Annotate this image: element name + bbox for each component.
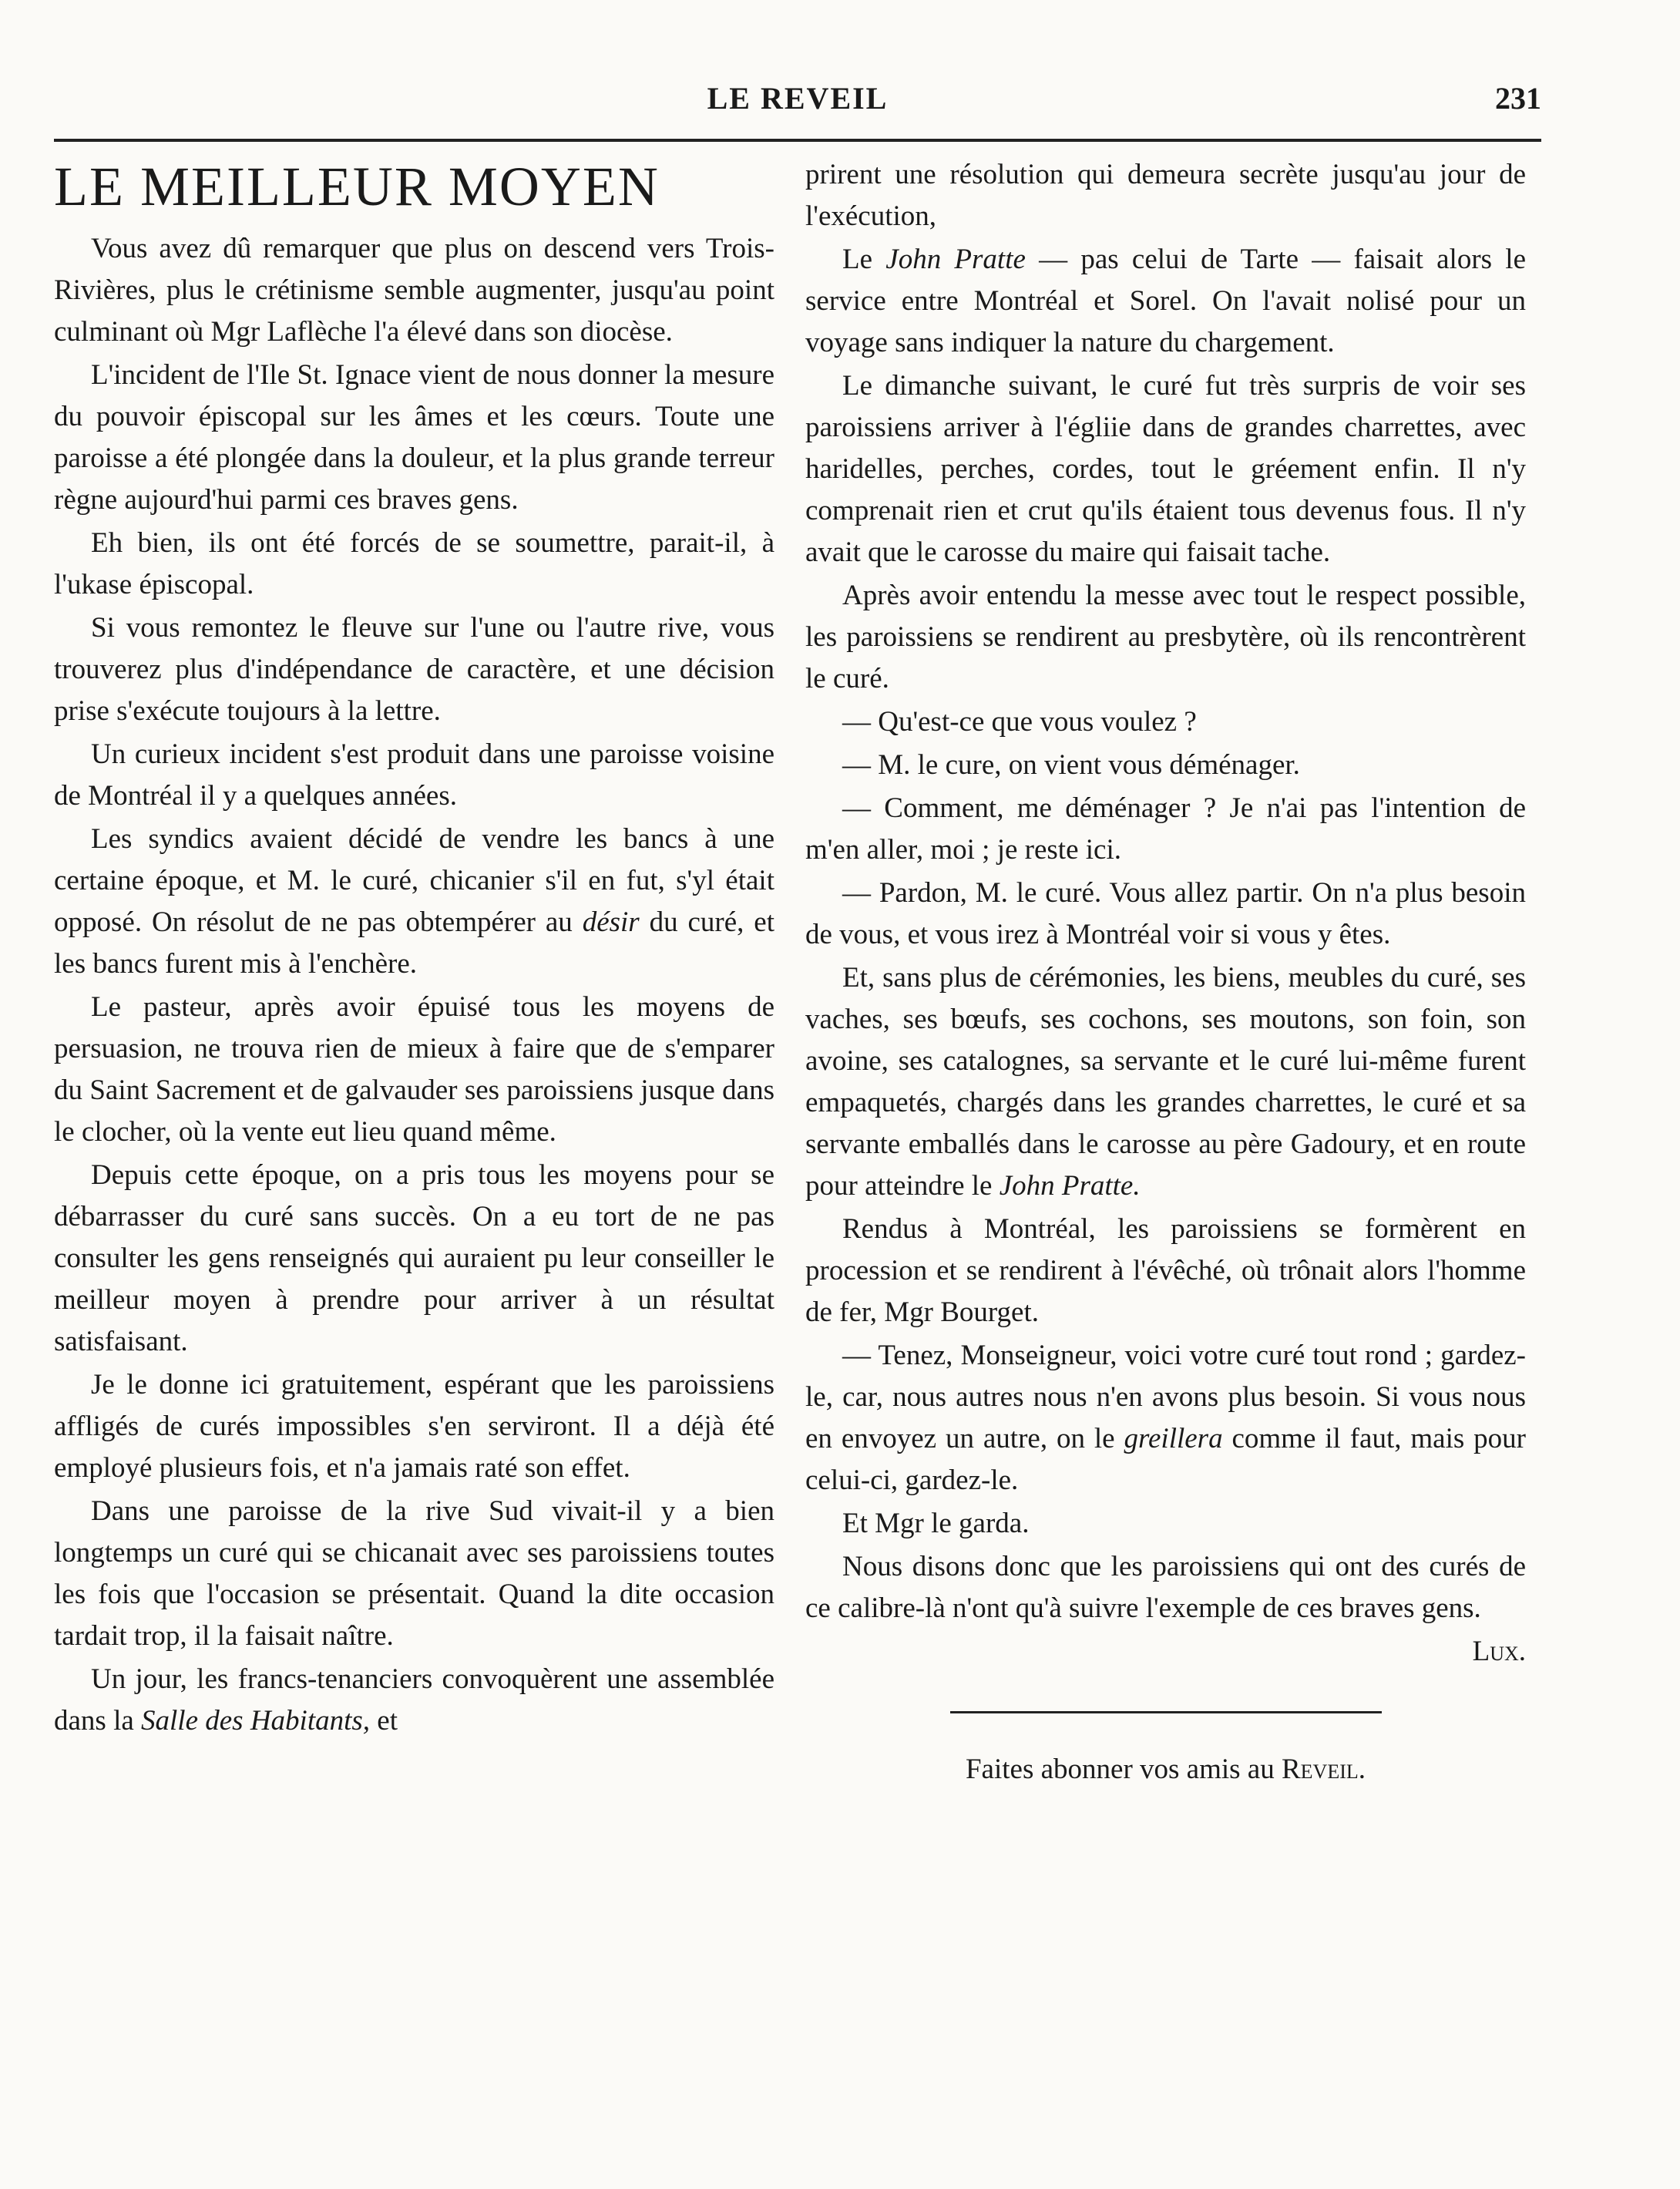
paragraph-text: — Tenez, Monseigneur, voici votre curé tout rond ; gardez-le, car, nous autres nous n'en avons plus besoin. Si vous nous en envoyez un autre, on le [805, 1340, 1526, 1454]
paragraph: Dans une paroisse de la rive Sud vivait-il y a bien longtemps un curé qui se chicanait avec ses paroissiens toutes les fois que l'occasion se présentait. Quand la dite occasion tardait trop, il la faisait naître. [54, 1495, 774, 1652]
paragraph: Si vous remontez le fleuve sur l'une ou l'autre rive, vous trouverez plus d'indépendance de caractère, et une décision prise s'exécute toujours à la lettre. [54, 612, 774, 727]
paragraph [54, 819, 774, 985]
paragraph-text: Les syndics avaient décidé de vendre les bancs à une certaine époque, et M. le curé, chicanier s'il en fut, s'yl était opposé. On résolut de ne pas obtempérer au [54, 823, 774, 938]
paragraph [805, 1335, 1526, 1501]
paragraph: Eh bien, ils ont été forcés de se soumettre, parait-il, à l'ukase épiscopal. [54, 527, 774, 600]
italic-text: Salle des Habitants, [141, 1705, 371, 1737]
paragraph: — Pardon, M. le curé. Vous allez partir. On n'a plus besoin de vous, et vous irez à Montréal voir si vous y êtes. [805, 877, 1526, 950]
paragraph: — Comment, me déménager ? Je n'ai pas l'intention de m'en aller, moi ; je reste ici. [805, 792, 1526, 866]
right-column [805, 154, 1526, 1792]
page-header [54, 80, 1541, 126]
paragraph: Le dimanche suivant, le curé fut très surpris de voir ses paroissiens arriver à l'égliie dans de grandes charrettes, avec haridelles, perches, cordes, tout le gréement enfin. Il n'y comprenait rien et crut qu'ils étaient tous devenus fous. Il n'y avait que le carosse du maire qui faisait tache. [805, 370, 1526, 568]
paragraph: Vous avez dû remarquer que plus on descend vers Trois-Rivières, plus le crétinisme semble augmenter, jusqu'au point culminant où Mgr Laflèche l'a élevé dans son diocèse. [54, 233, 774, 348]
italic-text: greillera [1124, 1423, 1223, 1454]
page-number: 231 [1495, 81, 1541, 116]
paragraph [54, 1659, 774, 1742]
paragraph-text: et [370, 1705, 398, 1737]
italic-text: John Pratte. [999, 1170, 1141, 1202]
left-column [54, 154, 774, 1743]
paragraph-text: du curé, et les bancs furent mis à l'enchère. [54, 906, 774, 980]
journal-name: Reveil. [1281, 1754, 1366, 1785]
paragraph-text: comme il faut, mais pour celui-ci, gardez-le. [805, 1423, 1526, 1496]
paragraph [805, 957, 1526, 1207]
paragraph: Nous disons donc que les paroissiens qui ont des curés de ce calibre-là n'ont qu'à suivre l'exemple de ces braves gens. [805, 1551, 1526, 1624]
paragraph: Et Mgr le garda. [842, 1508, 1030, 1539]
footer-note-text: Faites abonner vos amis au [965, 1754, 1282, 1785]
paragraph: Après avoir entendu la messe avec tout le respect possible, les paroissiens se rendirent au presbytère, où ils rencontrèrent le curé. [805, 580, 1526, 694]
header-rule [54, 139, 1541, 142]
paragraph: — Qu'est-ce que vous voulez ? [842, 706, 1197, 738]
paragraph: Rendus à Montréal, les paroissiens se formèrent en procession et se rendirent à l'évêché, où trônait alors l'homme de fer, Mgr Bourget. [805, 1213, 1526, 1328]
paragraph-text: Le [842, 244, 886, 275]
paragraph: L'incident de l'Ile St. Ignace vient de nous donner la mesure du pouvoir épiscopal sur les âmes et les cœurs. Toute une paroisse a été plongée dans la douleur, et la plus grande terreur règne aujourd'hui parmi ces braves gens. [54, 359, 774, 516]
footer-rule [950, 1711, 1382, 1713]
paragraph: prirent une résolution qui demeura secrète jusqu'au jour de l'exécution, [805, 159, 1526, 232]
paragraph: — M. le cure, on vient vous déménager. [842, 749, 1300, 781]
paragraph: Je le donne ici gratuitement, espérant que les paroissiens affligés de curés impossibles s'en serviront. Il a déjà été employé plusieurs fois, et n'a jamais raté son effet. [54, 1369, 774, 1484]
running-title: LE REVEIL [707, 81, 889, 116]
paragraph: Le pasteur, après avoir épuisé tous les moyens de persuasion, ne trouva rien de mieux à faire que de s'emparer du Saint Sacrement et de galvauder ses paroissiens jusque dans le clocher, où la vente eut lieu quand même. [54, 991, 774, 1148]
paragraph-text: Un jour, les francs-tenanciers convoquèrent une assemblée dans la [54, 1663, 774, 1737]
footer-note [805, 1749, 1526, 1791]
paragraph [805, 239, 1526, 364]
article-title: LE MEILLEUR MOYEN [54, 156, 660, 217]
paragraph: Depuis cette époque, on a pris tous les moyens pour se débarrasser du curé sans succès. On a eu tort de ne pas consulter les gens renseignés qui auraient pu leur conseiller le meilleur moyen à prendre pour arriver à un résultat satisfaisant. [54, 1159, 774, 1357]
author-signature: Lux. [1472, 1636, 1526, 1667]
paragraph: Un curieux incident s'est produit dans une paroisse voisine de Montréal il y a quelques années. [54, 738, 774, 812]
paragraph-text: — pas celui de Tarte — faisait alors le service entre Montréal et Sorel. On l'avait nolisé pour un voyage sans indiquer la nature du chargement. [805, 244, 1526, 358]
italic-text: désir [582, 906, 640, 938]
italic-text: John Pratte [885, 244, 1026, 275]
paragraph-text: Et, sans plus de cérémonies, les biens, meubles du curé, ses vaches, ses bœufs, ses cochons, ses moutons, son foin, son avoine, ses catalognes, sa servante et le curé lui-même furent empaquetés, chargés dans les grandes charrettes, le curé et sa servante emballés dans le carosse au père Gadoury, et en route pour atteindre le [805, 962, 1526, 1202]
